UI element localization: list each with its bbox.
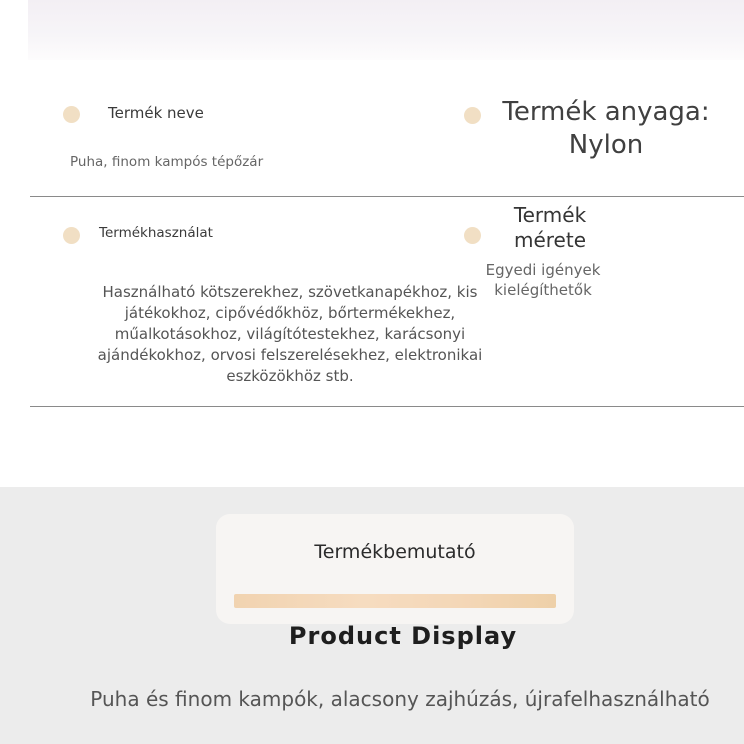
product-name-value: Puha, finom kampós tépőzár <box>70 154 264 170</box>
bullet-dot <box>63 227 80 244</box>
bullet-dot <box>63 106 80 123</box>
product-name-label: Termék neve <box>108 104 204 122</box>
display-title-en: Product Display <box>288 622 518 650</box>
display-tagline: Puha és finom kampók, alacsony zajhúzás, újrafelhasználható <box>90 687 710 711</box>
decorative-brush-stroke <box>234 594 556 608</box>
product-material: Termék anyaga: Nylon <box>502 97 710 160</box>
bullet-dot <box>464 227 481 244</box>
top-product-image-strip <box>28 0 744 60</box>
divider <box>30 196 744 197</box>
product-usage-label: Termékhasználat <box>99 225 213 241</box>
display-title-hu: Termékbemutató <box>314 541 476 563</box>
divider <box>30 406 744 407</box>
product-size-value: Egyedi igények kielégíthetők <box>485 261 601 299</box>
product-size-label: Termék mérete <box>513 203 587 252</box>
product-usage-text: Használható kötszerekhez, szövetkanapékhoz, kis játékokhoz, cipővédőkhöz, bőrtermékekhez, műalkotásokhoz, világítótestekhez, karácsonyi ajándékokhoz, orvosi felszerelésekhez, elektronikai eszközökhöz stb. <box>97 283 483 385</box>
